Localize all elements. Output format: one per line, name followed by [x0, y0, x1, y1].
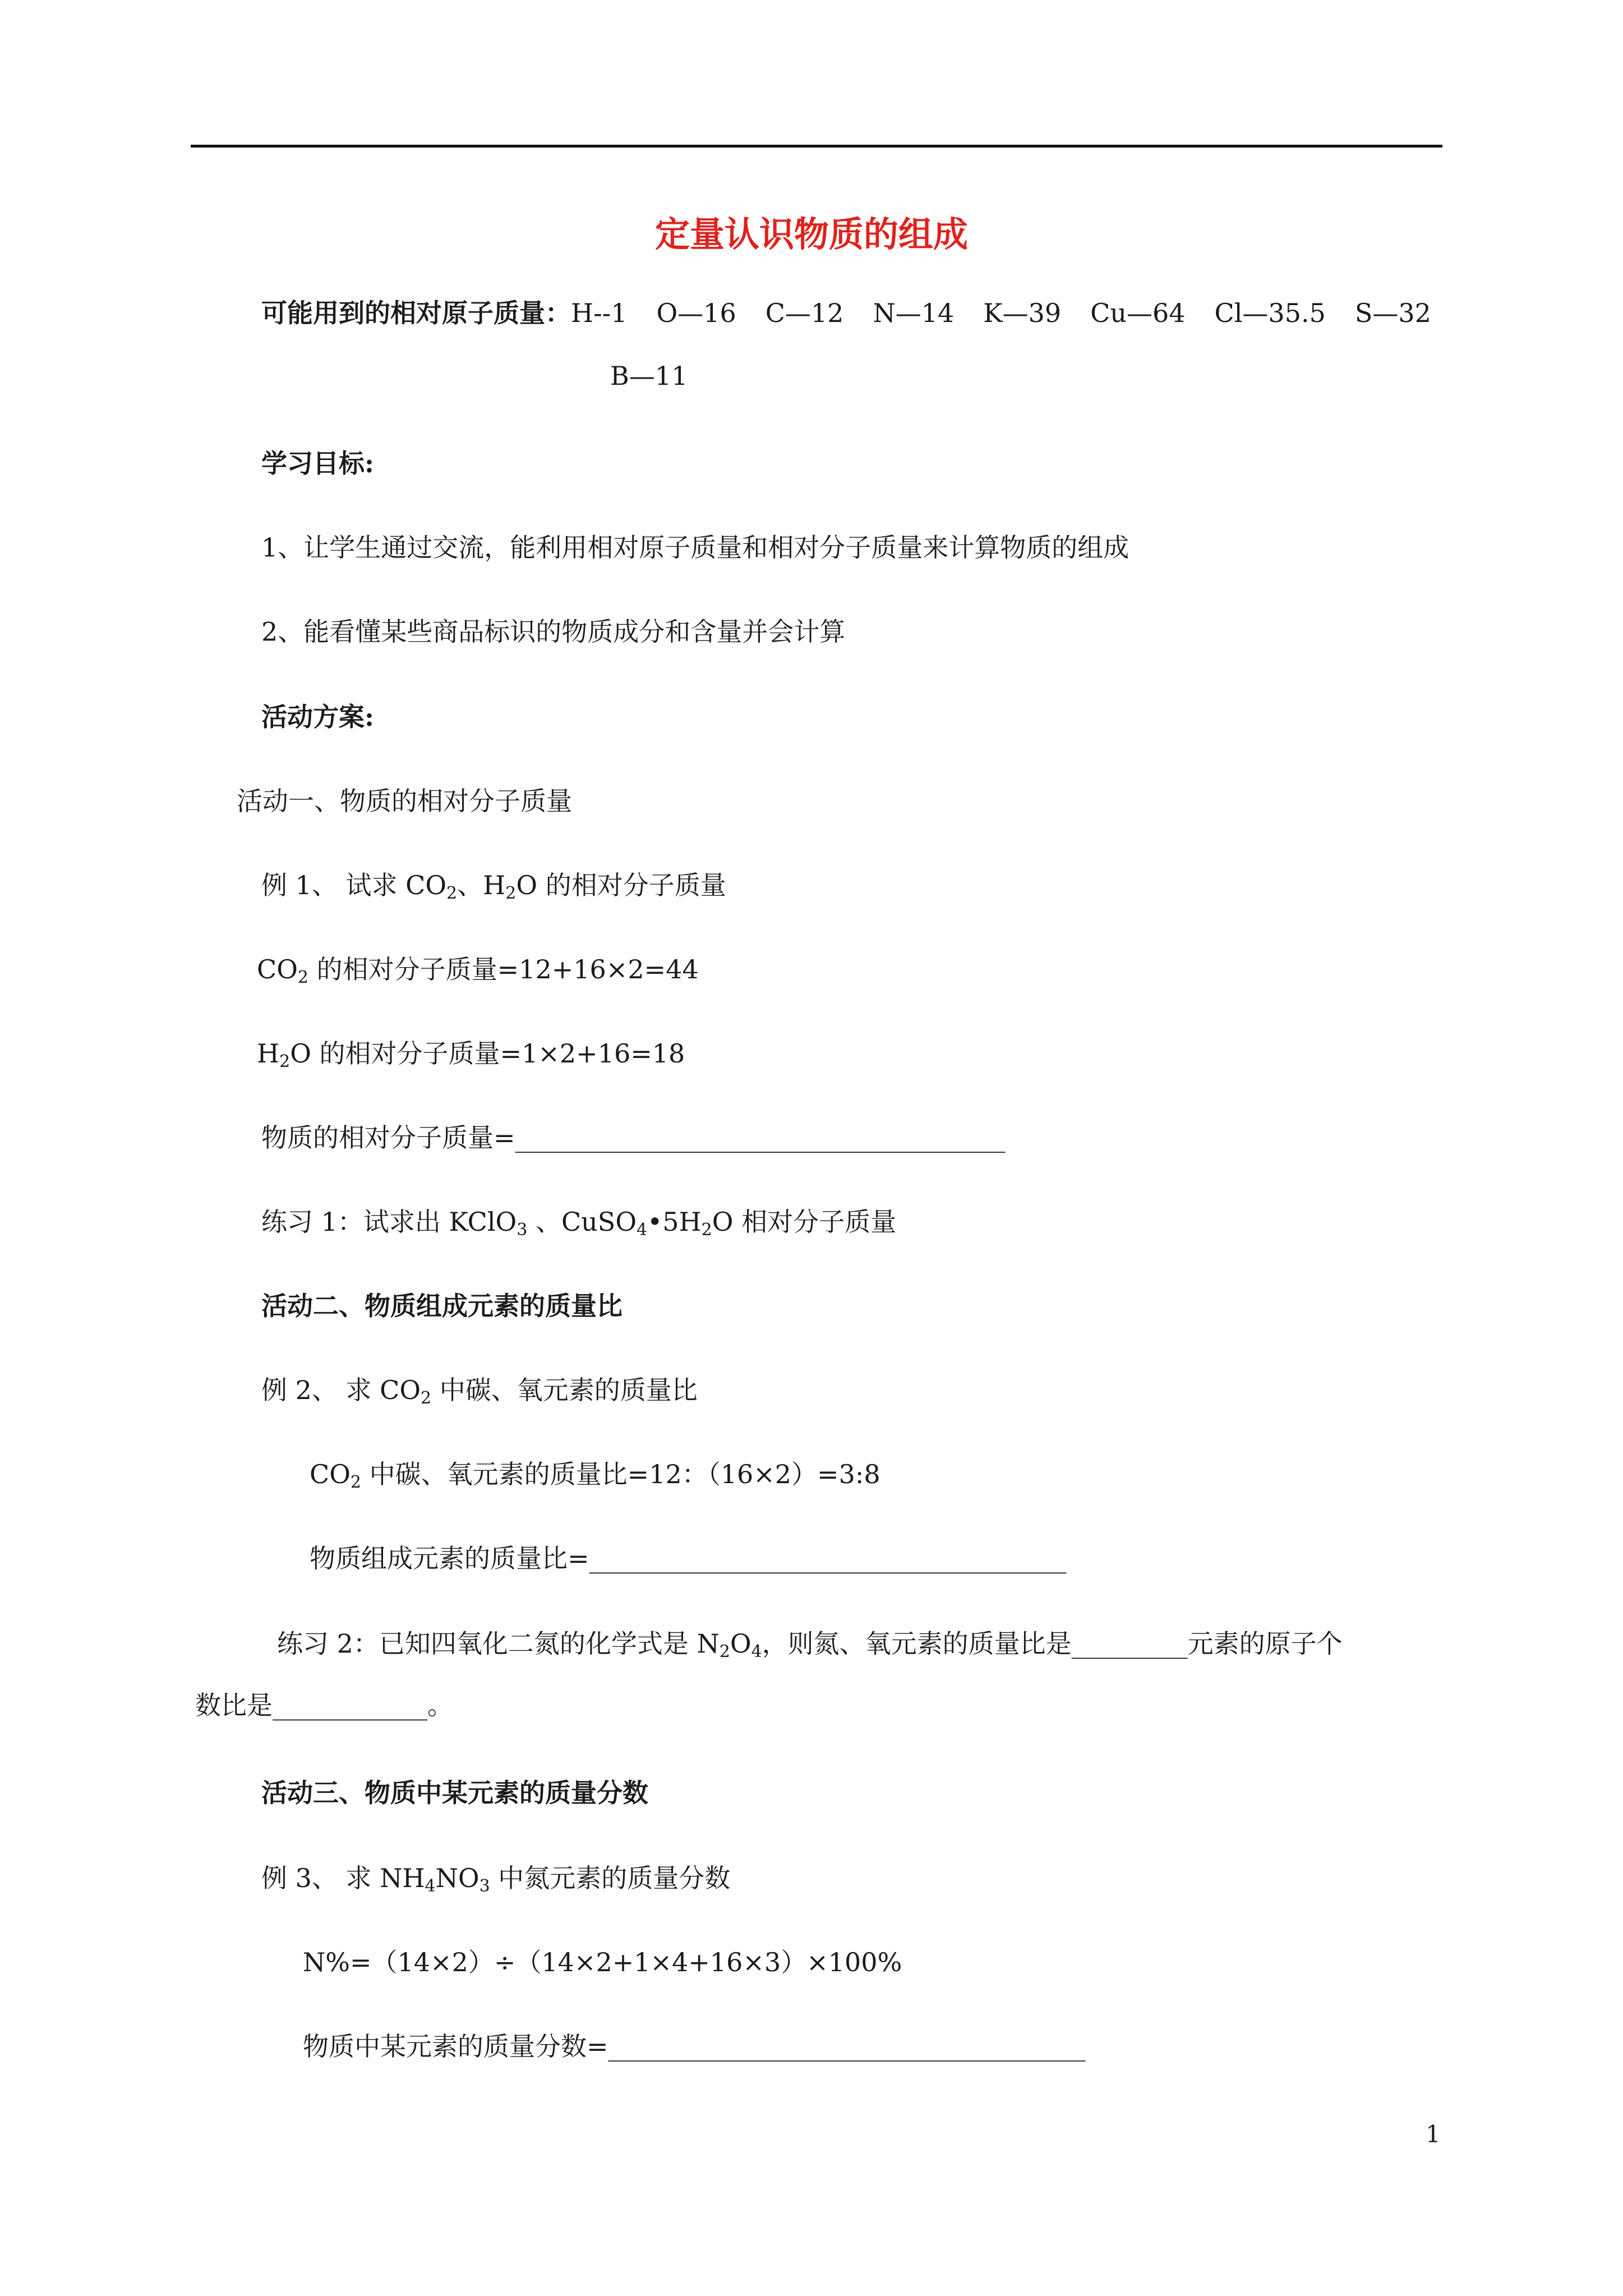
calc-h2o: $H_2O$ 的相对分子质量=1×2+16=18	[257, 1038, 685, 1071]
atomic-mass-h: H--1	[571, 298, 628, 328]
page-number: 1	[1426, 2120, 1441, 2148]
exercise-2-continued: 数比是____________。	[195, 1690, 453, 1720]
example-2: 例 2、 求 $CO_2$ 中碳、氧元素的质量比	[261, 1375, 698, 1408]
atomic-mass-k: K—39	[983, 298, 1062, 328]
page-title: 定量认识物质的组成	[654, 214, 968, 255]
plan-heading: 活动方案:	[261, 702, 374, 732]
activity1-heading: 活动一、物质的相对分子质量	[237, 786, 572, 816]
atomic-mass-n: N—14	[873, 298, 955, 328]
calc-co2: $CO_2$ 的相对分子质量=12+16×2=44	[257, 954, 699, 987]
activity2-heading: 活动二、物质组成元素的质量比	[261, 1291, 623, 1321]
exercise-2: 练习 2：已知四氧化二氮的化学式是 $N_2O_4$，则氮、氧元素的质量比是_________元素的原子个	[277, 1628, 1343, 1662]
objectives-heading: 学习目标:	[261, 448, 374, 478]
example-1: 例 1、 试求 $CO_2$、$H_2O$ 的相对分子质量	[261, 870, 726, 903]
answer-blank-3[interactable]: _________	[1071, 1628, 1188, 1659]
calc-mass-fraction: N%=（14×2）÷（14×2+1×4+16×3）×100%	[303, 1947, 902, 1977]
calc-mass-ratio: $CO_2$ 中碳、氧元素的质量比=12：（16×2）=3:8	[310, 1459, 880, 1492]
formula-mass-fraction: 物质中某元素的质量分数=_____________________________________	[303, 2031, 1086, 2062]
header-rule	[191, 145, 1442, 148]
atomic-masses-label: 可能用到的相对原子质量：	[261, 298, 571, 328]
atomic-mass-s: S—32	[1354, 298, 1431, 328]
atomic-masses-line	[261, 296, 1431, 330]
answer-blank-1[interactable]: ______________________________________	[515, 1122, 1006, 1153]
answer-blank-5[interactable]: _____________________________________	[608, 2031, 1086, 2062]
objective-item-2: 2、能看懂某些商品标识的物质成分和含量并会计算	[261, 616, 846, 647]
example-3: 例 3、 求 $NH_4NO_3$ 中氮元素的质量分数	[261, 1863, 731, 1896]
formula-mass-ratio: 物质组成元素的质量比=_____________________________________	[310, 1543, 1067, 1573]
exercise-1: 练习 1：试求出 KClO$_3$ 、$CuSO_4•5H_2O$ 相对分子质量	[261, 1207, 897, 1240]
atomic-mass-cu: Cu—64	[1090, 298, 1186, 328]
atomic-mass-b: B—11	[610, 361, 688, 391]
atomic-mass-cl: Cl—35.5	[1214, 298, 1326, 328]
answer-blank-2[interactable]: _____________________________________	[589, 1543, 1067, 1573]
activity3-heading: 活动三、物质中某元素的质量分数	[261, 1778, 648, 1808]
answer-blank-4[interactable]: ____________	[273, 1690, 427, 1720]
atomic-mass-o: O—16	[656, 298, 736, 328]
formula-relative-molecular-mass: 物质的相对分子质量=______________________________________	[261, 1122, 1006, 1153]
objective-item-1: 1、让学生通过交流，能利用相对原子质量和相对分子质量来计算物质的组成	[261, 532, 1129, 563]
atomic-mass-c: C—12	[765, 298, 844, 328]
